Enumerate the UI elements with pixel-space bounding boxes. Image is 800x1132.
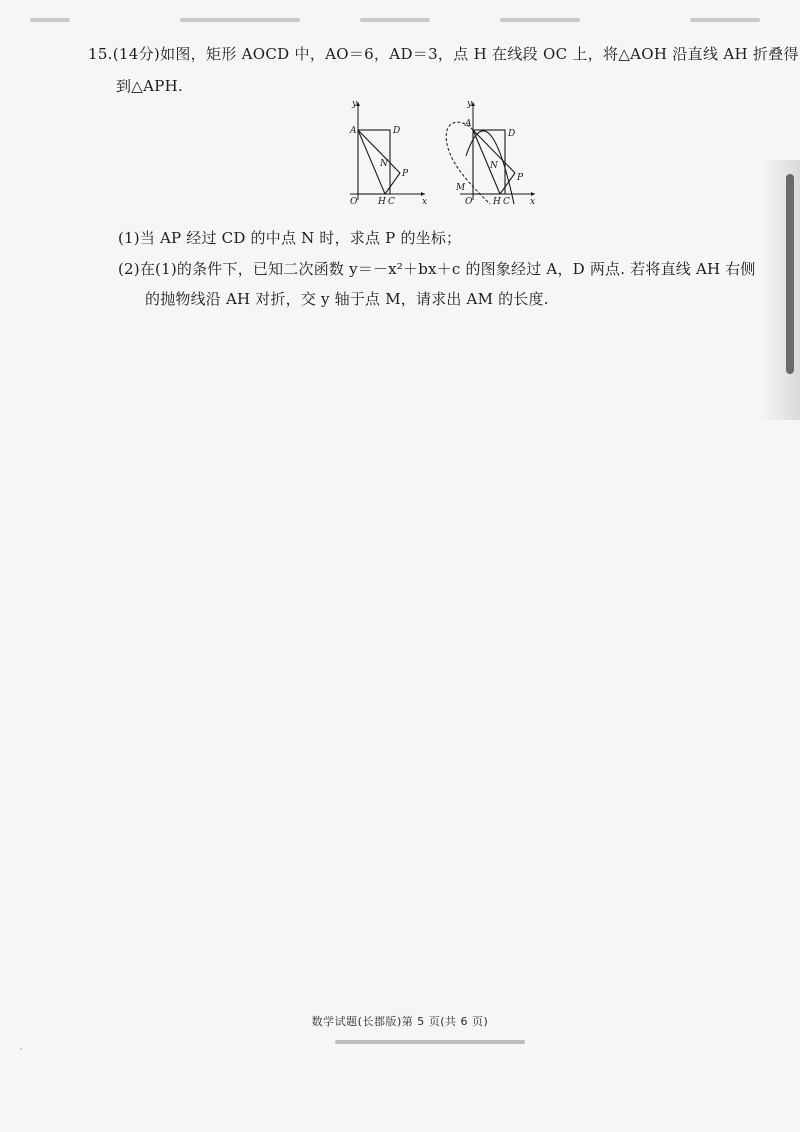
fig2-label-C: C — [503, 197, 510, 207]
figure-diagrams — [340, 96, 540, 208]
part-2-line-2: 的抛物线沿 AH 对折，交 y 轴于点 M，请求出 AM 的长度. — [145, 290, 549, 308]
fig1-label-C: C — [388, 197, 395, 207]
fig2-label-N: N — [490, 161, 498, 171]
problem-stem-line-1 — [88, 38, 799, 70]
fig1-label-A: A — [350, 126, 357, 136]
part-2-line-1: (2)在(1)的条件下，已知二次函数 y＝－x²＋bx＋c 的图象经过 A，D 两点. 若将直线 AH 右侧 — [118, 260, 756, 278]
fig1-label-O: O — [350, 197, 358, 207]
fig2-label-y: y — [467, 99, 473, 109]
fig1-label-N: N — [380, 159, 388, 169]
fig2-label-A: A — [465, 119, 472, 129]
part-1 — [118, 223, 778, 253]
fig1-label-P: P — [402, 169, 409, 179]
fig2-label-O: O — [465, 197, 473, 207]
scan-speck — [20, 1048, 22, 1050]
fig1-line-PH — [385, 173, 400, 194]
figure-2 — [446, 99, 535, 207]
fig1-x-arrow-icon — [421, 192, 425, 196]
page-footer: 数学试题(长郡版)第 5 页(共 6 页) — [311, 1015, 489, 1028]
fig2-label-x: x — [530, 197, 536, 207]
fig1-label-H: H — [378, 197, 386, 207]
fig2-x-arrow-icon — [531, 192, 535, 196]
top-scan-marks — [30, 18, 770, 24]
problem-stem-line-2: 到△APH. — [116, 77, 184, 95]
fig1-label-D: D — [393, 126, 401, 136]
fig2-rectangle — [473, 130, 505, 194]
problem-stem-text-1: 如图，矩形 AOCD 中，AO＝6，AD＝3，点 H 在线段 OC 上，将△AOH 沿直线 AH 折叠得 — [160, 45, 799, 63]
figure-1 — [349, 99, 427, 207]
problem-number: 15. — [88, 45, 113, 63]
figures — [340, 96, 540, 208]
scrollbar-thumb[interactable] — [786, 174, 794, 374]
fig2-folded-parabola — [446, 122, 490, 204]
part-1-text: (1)当 AP 经过 CD 的中点 N 时，求点 P 的坐标； — [118, 229, 462, 247]
fig2-label-D: D — [508, 129, 516, 139]
fig1-label-x: x — [422, 197, 428, 207]
scan-edge-shadow — [760, 160, 800, 420]
fig2-label-P: P — [517, 173, 524, 183]
footer-underline — [335, 1040, 525, 1044]
fig1-label-y: y — [352, 99, 358, 109]
problem-15-stem — [88, 38, 799, 102]
part-2 — [118, 254, 778, 314]
fig2-label-H: H — [493, 197, 501, 207]
fig1-line-AP — [358, 130, 400, 173]
fig2-label-M: M — [456, 183, 466, 193]
problem-points: (14分) — [112, 45, 161, 63]
